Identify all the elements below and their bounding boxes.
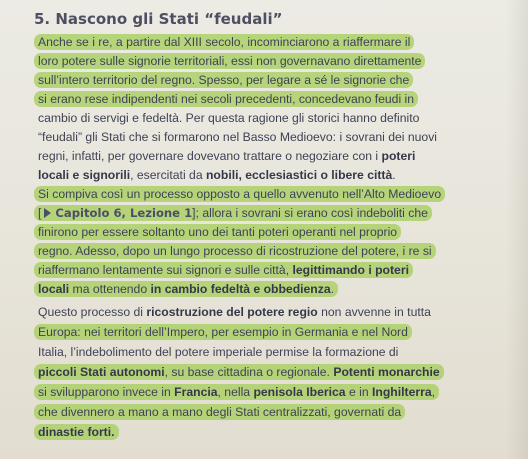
text-line xyxy=(38,204,428,223)
text-line xyxy=(38,383,435,402)
line-text: , su base cittadina o regionale. xyxy=(164,365,334,379)
line-text: ma ottenendo xyxy=(69,282,151,296)
bold-text: piccoli Stati autonomi xyxy=(38,365,165,379)
highlighted-text xyxy=(34,364,444,380)
text-line xyxy=(38,323,408,342)
line-text: riaffermano lentamente sui signori e sulle città, xyxy=(38,263,293,277)
text-line xyxy=(38,52,421,71)
text-line xyxy=(38,280,334,299)
text-line xyxy=(38,303,431,322)
highlighted-text: Anche se i re, a partire dal XIII secolo, incominciarono a riaffermare il xyxy=(34,34,414,50)
highlighted-text: che divennero a mano a mano degli Stati centralizzati, governati da xyxy=(34,404,405,420)
highlighted-text: Europa: nei territori dell’Impero, per esempio in Germania e nel Nord xyxy=(34,324,412,340)
text-line xyxy=(38,223,397,242)
line-text: invece in xyxy=(119,385,175,399)
bold-text: penisola Iberica xyxy=(253,385,346,399)
line-text: cambio di servigi e fedeltà. Per questa ragione gli storici hanno definito xyxy=(38,111,420,125)
text-line xyxy=(38,343,398,362)
highlighted-text xyxy=(34,205,432,221)
bold-text: Francia xyxy=(174,385,218,399)
triangle-pointer-icon xyxy=(44,208,51,218)
bold-text: locali xyxy=(38,282,70,296)
highlighted-text: Si compiva così un processo opposto a quello avvenuto nell’Alto Medioevo xyxy=(34,186,445,202)
bold-text: in cambio fedeltà e obbedienza xyxy=(150,282,331,296)
highlighted-bold-text: dinastie forti. xyxy=(34,424,119,440)
text-line xyxy=(38,403,401,422)
line-text: e in xyxy=(345,385,373,399)
highlighted-text xyxy=(34,262,413,278)
bold-text: ricostruzione del potere regio xyxy=(146,305,318,319)
text-line xyxy=(38,71,409,90)
line-text: “feudali” gli Stati che si formarono nel Basso Medioevo: i sovrani dei nuovi xyxy=(38,130,438,144)
text-line xyxy=(38,261,409,280)
bold-text: nobili, ecclesiastici o libere città xyxy=(205,168,393,182)
text-line xyxy=(38,90,414,109)
highlighted-text: si erano rese indipendenti nei secoli precedenti, concedevano feudi in xyxy=(34,91,418,107)
line-text: , esercitati da xyxy=(130,168,206,182)
text-line xyxy=(38,166,396,185)
bracket: [ xyxy=(38,206,42,220)
line-text: Questo processo di xyxy=(38,305,147,319)
bold-text: poteri xyxy=(381,149,416,163)
line-text: . xyxy=(330,282,335,296)
highlighted-text: regno. Adesso, dopo un lungo processo di ricostruzione del potere, i re si xyxy=(34,243,436,259)
text-line xyxy=(38,185,441,204)
highlighted-text: sull’intero territorio del regno. Spesso, per legare a sé le signorie che xyxy=(34,72,413,88)
text-line xyxy=(38,128,437,147)
highlighted-text xyxy=(34,384,439,400)
chapter-reference-link[interactable]: Capitolo 6, Lezione 1 xyxy=(55,206,193,220)
bold-text: legittimando i poteri xyxy=(292,263,409,277)
page-shadow xyxy=(506,0,528,459)
text-line xyxy=(38,147,415,166)
line-text: , nella xyxy=(217,385,254,399)
section-heading: 5. Nascono gli Stati “feudali” xyxy=(34,10,283,28)
highlighted-text xyxy=(34,281,338,297)
text-line xyxy=(38,423,115,442)
highlighted-text: finirono per essere soltanto uno dei tanti poteri operanti nel proprio xyxy=(34,224,401,240)
line-text: , xyxy=(431,385,435,399)
text-line xyxy=(38,33,410,52)
line-text: non avvenne in tutta xyxy=(317,305,431,319)
highlighted-text: loro potere sulle signorie territoriali, essi non governavano direttamente xyxy=(34,53,425,69)
bold-text: locali e signorili xyxy=(38,168,131,182)
line-text: . xyxy=(392,168,396,182)
line-text: Italia, l’indebolimento del potere imperiale permise la formazione di xyxy=(38,345,399,359)
line-text: si svilupparono xyxy=(38,385,120,399)
text-line xyxy=(38,109,419,128)
line-text: regni, infatti, per governare dovevano trattare o negoziare con i xyxy=(38,149,379,163)
line-text: ]; allora i sovrani si erano così indeboliti che xyxy=(192,206,428,220)
bold-text: Potenti monarchie xyxy=(333,365,440,379)
bold-text: Inghilterra xyxy=(372,385,432,399)
text-line xyxy=(38,363,440,382)
text-line xyxy=(38,242,432,261)
